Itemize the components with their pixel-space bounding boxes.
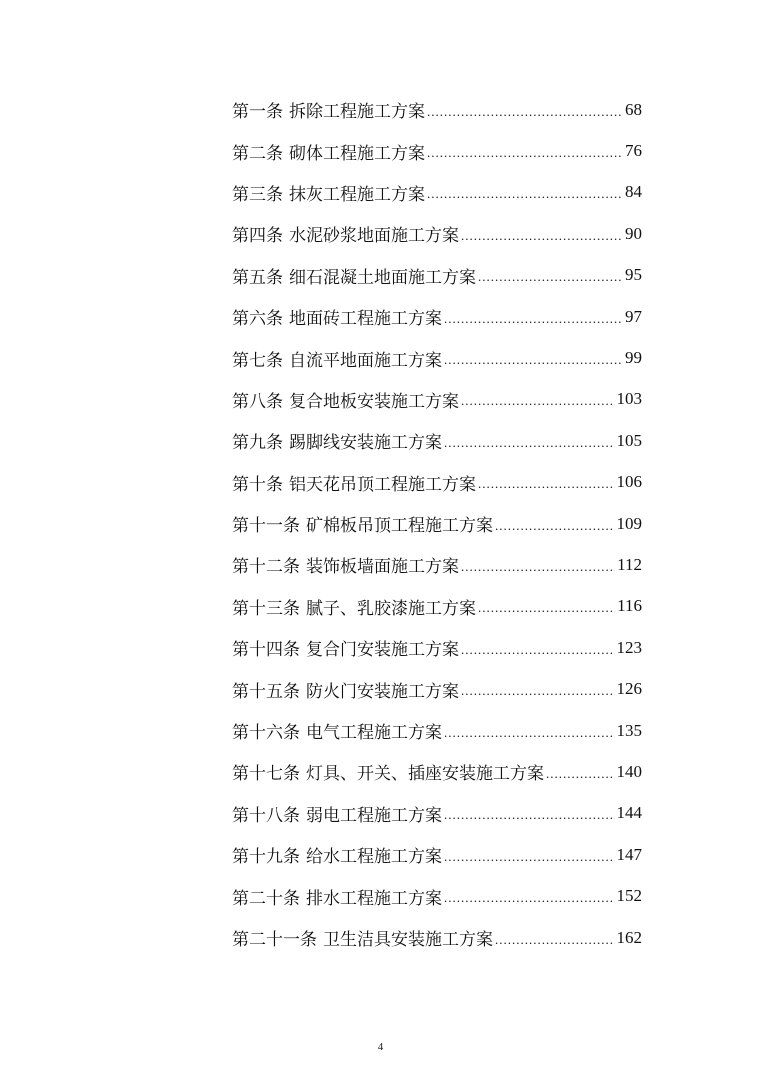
toc-entry[interactable] <box>232 462 642 503</box>
toc-entry-number: 第四条 <box>232 226 283 247</box>
toc-entry-title: 排水工程施工方案 <box>306 888 442 909</box>
toc-entry[interactable] <box>232 586 642 627</box>
toc-entry-title: 水泥砂浆地面施工方案 <box>289 226 459 247</box>
toc-entry[interactable] <box>232 834 642 875</box>
toc-entry-number: 第十七条 <box>232 764 300 785</box>
toc-entry-title: 矿棉板吊顶工程施工方案 <box>306 516 493 537</box>
toc-leader-dots <box>478 476 615 492</box>
toc-entry-page: 144 <box>616 803 642 823</box>
toc-leader-dots <box>461 393 615 409</box>
toc-leader-dots <box>444 725 615 741</box>
toc-leader-dots <box>427 145 623 161</box>
toc-entry-page: 106 <box>616 472 642 492</box>
toc-leader-dots <box>444 435 615 451</box>
toc-entry-number: 第十六条 <box>232 723 300 744</box>
table-of-contents <box>232 89 642 958</box>
toc-leader-dots <box>495 518 615 534</box>
toc-entry-number: 第十九条 <box>232 847 300 868</box>
toc-entry-page: 147 <box>616 844 642 864</box>
toc-entry[interactable] <box>232 668 642 709</box>
toc-entry[interactable] <box>232 130 642 171</box>
toc-entry-title: 铝天花吊顶工程施工方案 <box>289 474 476 495</box>
toc-entry-number: 第二条 <box>232 143 283 164</box>
toc-entry[interactable] <box>232 544 642 585</box>
toc-entry-page: 84 <box>625 182 642 202</box>
toc-entry-title: 踢脚线安装施工方案 <box>289 433 442 454</box>
toc-leader-dots <box>427 186 623 202</box>
toc-entry-number: 第二十条 <box>232 888 300 909</box>
toc-leader-dots <box>461 228 623 244</box>
toc-entry-number: 第十八条 <box>232 805 300 826</box>
toc-entry[interactable] <box>232 710 642 751</box>
toc-entry-page: 76 <box>625 141 642 161</box>
toc-entry[interactable] <box>232 420 642 461</box>
toc-entry-number: 第三条 <box>232 184 283 205</box>
toc-entry[interactable] <box>232 89 642 130</box>
toc-entry[interactable] <box>232 296 642 337</box>
toc-entry[interactable] <box>232 917 642 958</box>
toc-leader-dots <box>478 600 615 616</box>
toc-entry[interactable] <box>232 503 642 544</box>
toc-entry-title: 拆除工程施工方案 <box>289 102 425 123</box>
page-number: 4 <box>377 1041 384 1053</box>
toc-entry-number: 第七条 <box>232 350 283 371</box>
toc-entry-page: 105 <box>616 430 642 450</box>
toc-entry-page: 123 <box>616 637 642 657</box>
toc-entry-page: 116 <box>617 596 642 616</box>
toc-entry-title: 复合地板安装施工方案 <box>289 391 459 412</box>
toc-entry-title: 卫生洁具安装施工方案 <box>323 930 493 950</box>
toc-entry-page: 95 <box>625 265 642 285</box>
toc-entry-title: 复合门安装施工方案 <box>306 640 459 661</box>
toc-entry[interactable] <box>232 379 642 420</box>
toc-entry-title: 给水工程施工方案 <box>306 847 442 868</box>
toc-entry-number: 第六条 <box>232 309 283 330</box>
toc-entry-page: 109 <box>616 513 642 533</box>
toc-entry-title: 砌体工程施工方案 <box>289 143 425 164</box>
toc-entry-title: 细石混凝土地面施工方案 <box>289 267 476 288</box>
toc-entry-page: 99 <box>625 348 642 368</box>
toc-leader-dots <box>444 807 615 823</box>
toc-entry-title: 弱电工程施工方案 <box>306 805 442 826</box>
toc-entry-title: 装饰板墙面施工方案 <box>306 557 459 578</box>
toc-leader-dots <box>427 104 623 120</box>
toc-entry-page: 90 <box>625 223 642 243</box>
toc-entry-page: 140 <box>616 761 642 781</box>
toc-entry-page: 68 <box>625 99 642 119</box>
toc-entry-title: 电气工程施工方案 <box>306 723 442 744</box>
toc-leader-dots <box>444 849 615 865</box>
toc-entry-title: 防火门安装施工方案 <box>306 681 459 702</box>
toc-leader-dots <box>444 352 623 368</box>
toc-entry-title: 灯具、开关、插座安装施工方案 <box>306 764 544 785</box>
toc-leader-dots <box>478 269 623 285</box>
toc-entry[interactable] <box>232 172 642 213</box>
toc-leader-dots <box>461 559 615 575</box>
toc-leader-dots <box>461 642 615 658</box>
toc-entry[interactable] <box>232 875 642 916</box>
toc-entry[interactable] <box>232 213 642 254</box>
toc-entry[interactable] <box>232 255 642 296</box>
toc-entry-page: 126 <box>616 679 642 699</box>
toc-entry-number: 第五条 <box>232 267 283 288</box>
toc-entry-number: 第十一条 <box>232 516 300 537</box>
toc-leader-dots <box>546 766 615 782</box>
toc-entry-title: 自流平地面施工方案 <box>289 350 442 371</box>
toc-entry-page: 152 <box>616 886 642 906</box>
toc-entry-number: 第十五条 <box>232 681 300 702</box>
toc-entry-number: 第一条 <box>232 102 283 123</box>
toc-entry-number: 第十三条 <box>232 598 300 619</box>
toc-leader-dots <box>444 890 615 906</box>
toc-entry-page: 112 <box>617 554 642 574</box>
toc-entry[interactable] <box>232 627 642 668</box>
toc-entry[interactable] <box>232 793 642 834</box>
toc-entry-number: 第二十一条 <box>232 930 317 950</box>
toc-leader-dots <box>461 683 615 699</box>
toc-entry-title: 地面砖工程施工方案 <box>289 309 442 330</box>
toc-entry-page: 162 <box>616 927 642 947</box>
toc-entry[interactable] <box>232 751 642 792</box>
toc-entry-number: 第九条 <box>232 433 283 454</box>
toc-leader-dots <box>495 932 615 948</box>
toc-entry-title: 抹灰工程施工方案 <box>289 184 425 205</box>
toc-entry-number: 第八条 <box>232 391 283 412</box>
toc-leader-dots <box>444 311 623 327</box>
toc-entry-number: 第十条 <box>232 474 283 495</box>
toc-entry-page: 97 <box>625 306 642 326</box>
toc-entry-title: 腻子、乳胶漆施工方案 <box>306 598 476 619</box>
toc-entry-page: 135 <box>616 720 642 740</box>
toc-entry-number: 第十二条 <box>232 557 300 578</box>
toc-entry[interactable] <box>232 337 642 378</box>
toc-entry-number: 第十四条 <box>232 640 300 661</box>
toc-entry-page: 103 <box>616 389 642 409</box>
